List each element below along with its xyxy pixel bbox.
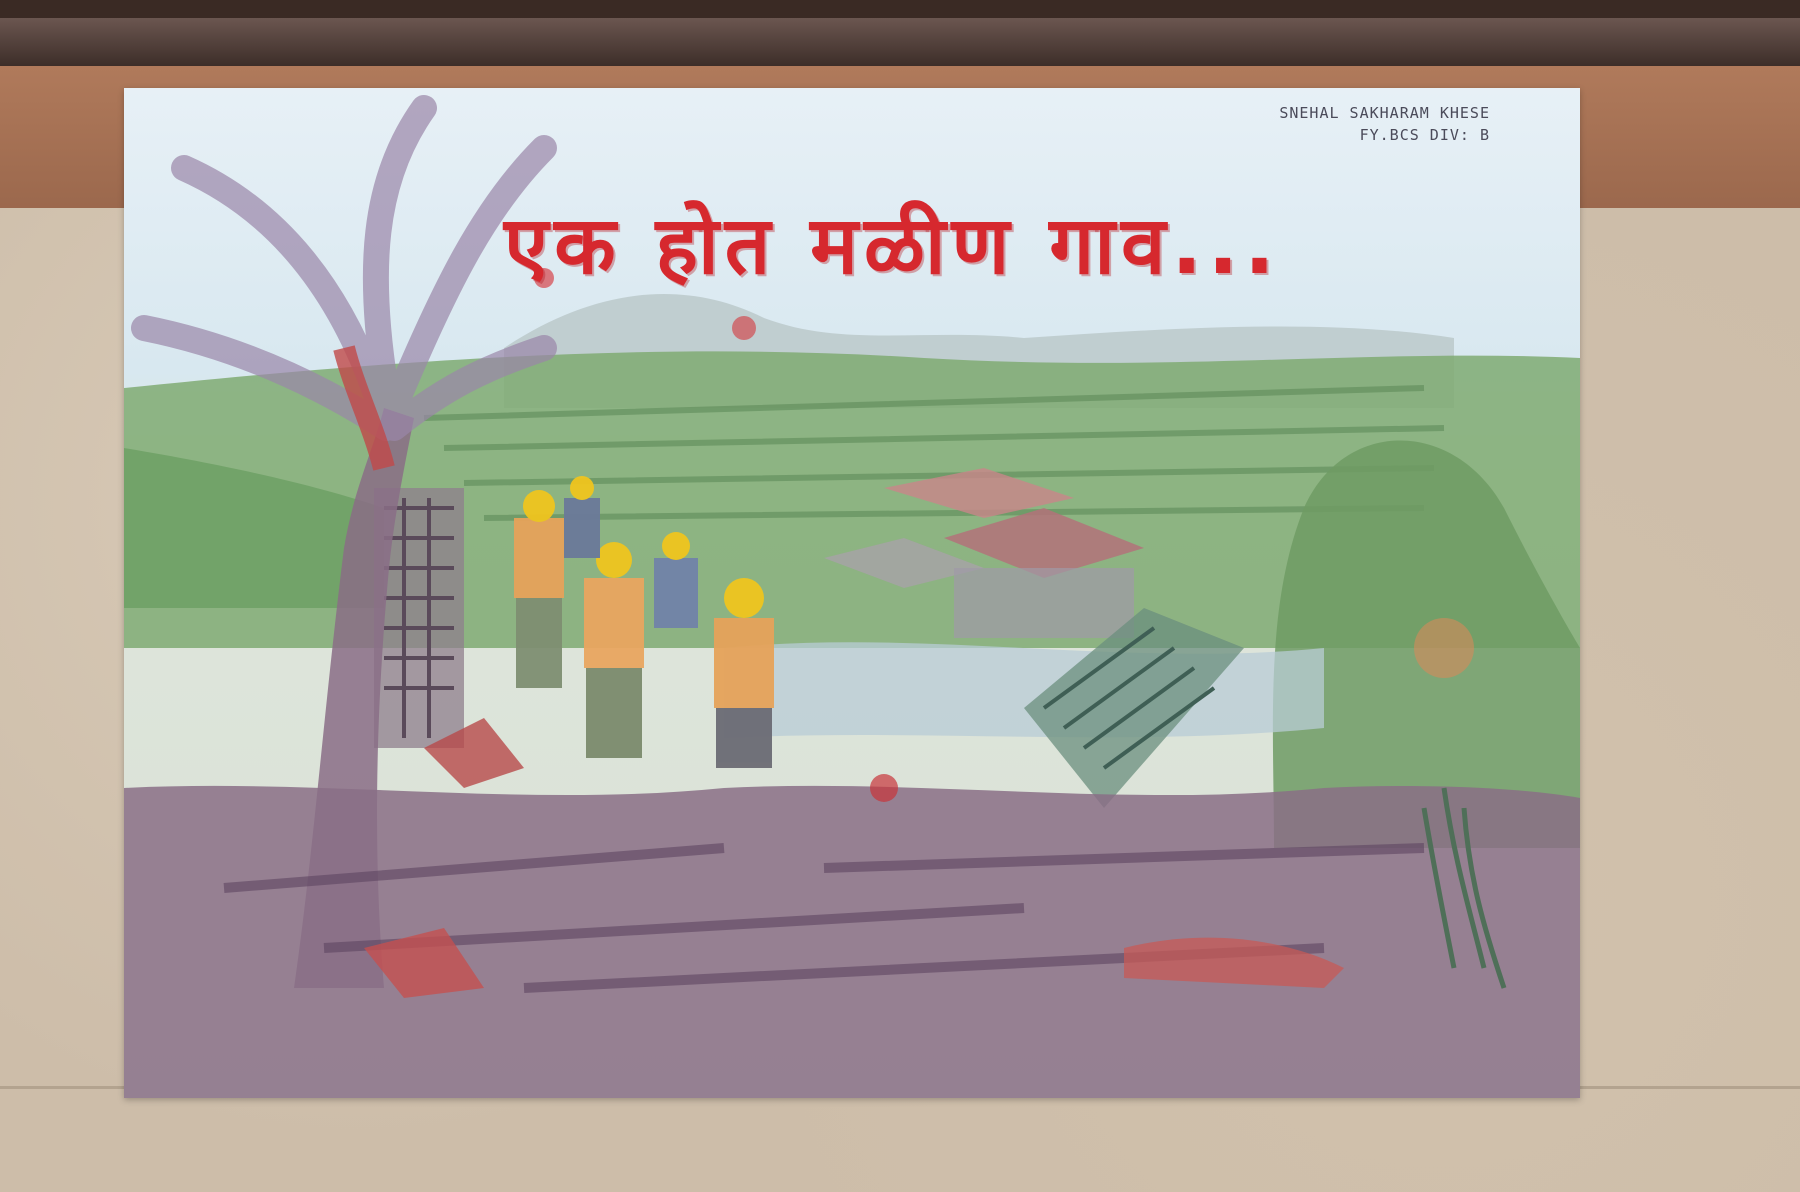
- watercolor-poster: [124, 88, 1580, 1098]
- worker-4-helmet: [724, 578, 764, 618]
- granite-counter: [0, 18, 1800, 66]
- worker-4-legs: [716, 708, 772, 768]
- worker-5-vest: [564, 498, 600, 558]
- poster-title: एक होत मळीण गाव...: [504, 199, 1281, 292]
- credit-class: FY.BCS DIV: B: [1359, 126, 1490, 144]
- worker-2-vest: [584, 578, 644, 668]
- worker-1-legs: [516, 598, 562, 688]
- artist-credit: [1230, 102, 1490, 146]
- blood-splatter-3: [732, 316, 756, 340]
- worker-3-helmet: [662, 532, 690, 560]
- village-wall: [954, 568, 1134, 638]
- worker-2-helmet: [596, 542, 632, 578]
- tree-orange-blotch: [1414, 618, 1474, 678]
- credit-name: SNEHAL SAKHARAM KHESE: [1279, 104, 1490, 122]
- worker-3-vest: [654, 558, 698, 628]
- blood-splatter-1: [870, 774, 898, 802]
- worker-1-vest: [514, 518, 564, 598]
- worker-2-legs: [586, 668, 642, 758]
- worker-5-helmet: [570, 476, 594, 500]
- worker-4-vest: [714, 618, 774, 708]
- worker-1-helmet: [523, 490, 555, 522]
